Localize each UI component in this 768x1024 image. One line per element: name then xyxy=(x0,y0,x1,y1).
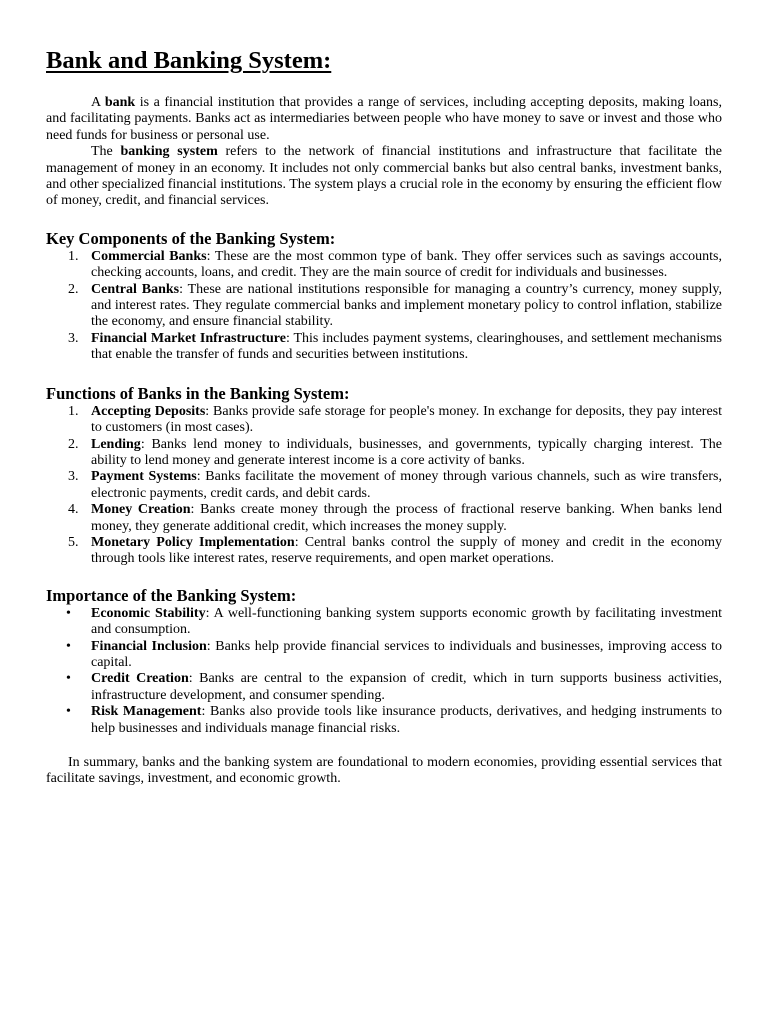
bullet-icon: • xyxy=(66,671,71,687)
page-title: Bank and Banking System: xyxy=(46,47,332,74)
list-term: Economic Stability xyxy=(91,605,206,621)
list-item xyxy=(46,404,722,437)
summary-paragraph: In summary, banks and the banking system are foundational to modern economies, providing essential services that facilitate savings, investment, and economic growth. xyxy=(46,755,722,787)
bullet-icon: • xyxy=(66,704,71,720)
list-item xyxy=(46,249,722,282)
list-term: Money Creation xyxy=(91,502,191,518)
list-text: : Banks provide safe storage for people's money. In exchange for deposits, they pay interest to customers (in most cases). xyxy=(91,403,722,436)
list-item xyxy=(46,282,722,331)
list-number: 1. xyxy=(68,403,79,419)
intro-text: refers to the network of financial institutions and infrastructure that facilitate the management of money in an economy. It includes not only commercial banks but also central banks, investment banks, and other specialized financial institutions. The system plays a crucial role in the economy by ensuring the efficient flow of money, credit, and financial services. xyxy=(46,144,722,209)
list-term: Financial Market Infrastructure xyxy=(91,330,286,346)
list-text: : These are the most common type of bank. They offer services such as savings accounts, checking accounts, loans, and credit. They are the main source of credit for individuals and businesses. xyxy=(91,248,723,281)
intro-paragraph-banking-system xyxy=(46,144,722,210)
list-term: Payment Systems xyxy=(91,469,197,485)
intro-prefix: A xyxy=(91,95,105,110)
intro-prefix: The xyxy=(91,144,121,160)
list-item xyxy=(46,606,722,639)
functions-heading: Functions of Banks in the Banking System: xyxy=(46,383,350,403)
list-text: : These are national institutions responsible for managing a country’s currency, money supply, and interest rates. They regulate commercial banks and implement monetary policy to control inflation, stabilize the economy, and ensure financial stability. xyxy=(91,281,722,330)
term-banking-system: banking system xyxy=(120,144,218,160)
list-number: 3. xyxy=(68,330,79,346)
list-term: Central Banks xyxy=(91,281,180,297)
list-item xyxy=(46,639,722,672)
functions-list xyxy=(46,404,722,568)
list-term: Risk Management xyxy=(91,704,202,720)
list-item xyxy=(46,437,722,470)
list-number: 2. xyxy=(68,281,79,297)
list-text: : Banks help provide financial services to individuals and businesses, improving access to capital. xyxy=(91,638,722,670)
components-heading: Key Components of the Banking System: xyxy=(46,228,336,248)
list-term: Credit Creation xyxy=(91,671,189,687)
list-text: : Banks lend money to individuals, businesses, and governments, typically charging interest. The ability to lend money and generate interest income is a core activity of banks. xyxy=(91,436,722,468)
list-term: Monetary Policy Implementation xyxy=(91,534,295,550)
list-item xyxy=(46,671,722,704)
importance-heading: Importance of the Banking System: xyxy=(46,585,297,605)
list-text: : This includes payment systems, clearinghouses, and settlement mechanisms that enable the transfer of funds and securities between institutions. xyxy=(91,330,722,363)
list-number: 5. xyxy=(68,534,79,550)
list-number: 1. xyxy=(68,248,79,264)
list-term: Commercial Banks xyxy=(91,248,207,264)
bullet-icon: • xyxy=(66,638,71,654)
list-text: : A well-functioning banking system supports economic growth by facilitating investment and consumption. xyxy=(91,605,722,638)
list-item xyxy=(46,502,722,535)
list-term: Financial Inclusion xyxy=(91,638,207,654)
list-term: Lending xyxy=(91,436,141,452)
list-number: 2. xyxy=(68,436,79,452)
bullet-icon: • xyxy=(66,605,71,621)
list-text: : Banks also provide tools like insurance products, derivatives, and hedging instruments to help businesses and individuals manage financial risks. xyxy=(91,704,722,736)
components-list xyxy=(46,249,722,364)
list-item xyxy=(46,535,722,568)
term-bank: bank xyxy=(104,95,136,110)
list-text: : Central banks control the supply of money and credit in the economy through tools like interest rates, reserve requirements, and open market operations. xyxy=(91,534,723,567)
list-text: : Banks create money through the process of fractional reserve banking. When banks lend money, they generate additional credit, which increases the money supply. xyxy=(91,502,722,534)
intro-text: is a financial institution that provides a range of services, including accepting deposits, making loans, and facilitating payments. Banks act as intermediaries between people who have money to save or invest and those who need funds for business or personal use. xyxy=(46,95,722,143)
list-term: Accepting Deposits xyxy=(91,403,206,419)
list-item xyxy=(46,331,722,364)
list-item xyxy=(46,704,722,737)
list-text: : Banks are central to the expansion of credit, which in turn supports business activities, infrastructure development, and consumer spending. xyxy=(91,671,722,703)
intro-paragraph-bank xyxy=(46,95,722,144)
importance-list xyxy=(46,606,722,737)
list-number: 4. xyxy=(68,502,79,518)
list-item xyxy=(46,469,722,502)
list-text: : Banks facilitate the movement of money through various channels, such as wire transfers, electronic payments, credit cards, and debit cards. xyxy=(91,469,722,501)
list-number: 3. xyxy=(68,469,79,485)
intro-section xyxy=(46,95,722,210)
